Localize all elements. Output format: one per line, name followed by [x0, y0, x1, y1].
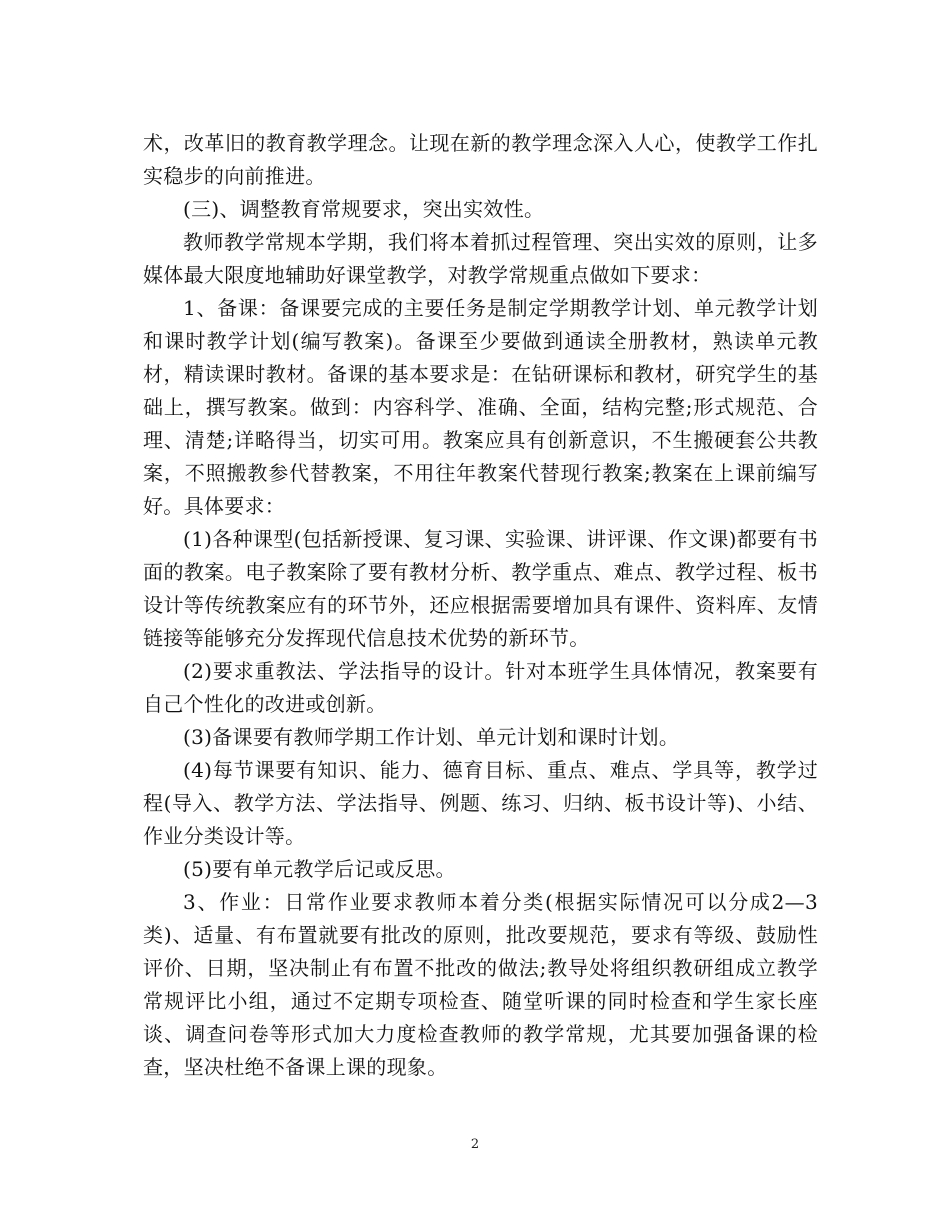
paragraph-item-2: (2)要求重教法、学法指导的设计。针对本班学生具体情况，教案要有自己个性化的改进或创新。 — [143, 659, 818, 716]
document-body — [143, 127, 818, 1084]
page-number: 2 — [470, 1137, 480, 1152]
paragraph-continuation: 术，改革旧的教育教学理念。让现在新的教学理念深入人心，使教学工作扎实稳步的向前推进。 — [143, 131, 818, 188]
paragraph-item-5: (5)要有单元教学后记或反思。 — [183, 857, 456, 881]
paragraph-item-1: (1)各种课型(包括新授课、复习课、实验课、讲评课、作文课)都要有书面的教案。电子教案除了要有教材分析、教学重点、难点、教学过程、板书设计等传统教案应有的环节外，还应根据需要增加具有课件、资料库、友情链接等能够充分发挥现代信息技术优势的新环节。 — [143, 527, 818, 650]
paragraph-intro: 教师教学常规本学期，我们将本着抓过程管理、突出实效的原则，让多媒体最大限度地辅助好课堂教学，对教学常规重点做如下要求： — [143, 230, 818, 287]
paragraph-lesson-prep: 1、备课：备课要完成的主要任务是制定学期教学计划、单元教学计划和课时教学计划(编写教案)。备课至少要做到通读全册教材，熟读单元教材，精读课时教材。备课的基本要求是：在钻研课标和教材，研究学生的基础上，撰写教案。做到：内容科学、准确、全面，结构完整;形式规范、合理、清楚;详略得当，切实可用。教案应具有创新意识，不生搬硬套公共教案，不照搬教参代替教案，不用往年教案代替现行教案;教案在上课前编写好。具体要求： — [143, 296, 818, 518]
paragraph-item-4: (4)每节课要有知识、能力、德育目标、重点、难点、学具等，教学过程(导入、教学方法、学法指导、例题、练习、归纳、板书设计等)、小结、作业分类设计等。 — [143, 758, 818, 848]
paragraph-item-3: (3)备课要有教师学期工作计划、单元计划和课时计划。 — [183, 725, 680, 749]
paragraph-homework: 3、作业：日常作业要求教师本着分类(根据实际情况可以分成2—3类)、适量、有布置就要有批改的原则，批改要规范，要求有等级、鼓励性评价、日期，坚决制止有布置不批改的做法;教导处将组织教研组成立教学常规评比小组，通过不定期专项检查、随堂听课的同时检查和学生家长座谈、调查问卷等形式加大力度检查教师的教学常规，尤其要加强备课的检查，坚决杜绝不备课上课的现象。 — [143, 890, 818, 1079]
paragraph-section-heading: (三)、调整教育常规要求，突出实效性。 — [183, 197, 545, 221]
